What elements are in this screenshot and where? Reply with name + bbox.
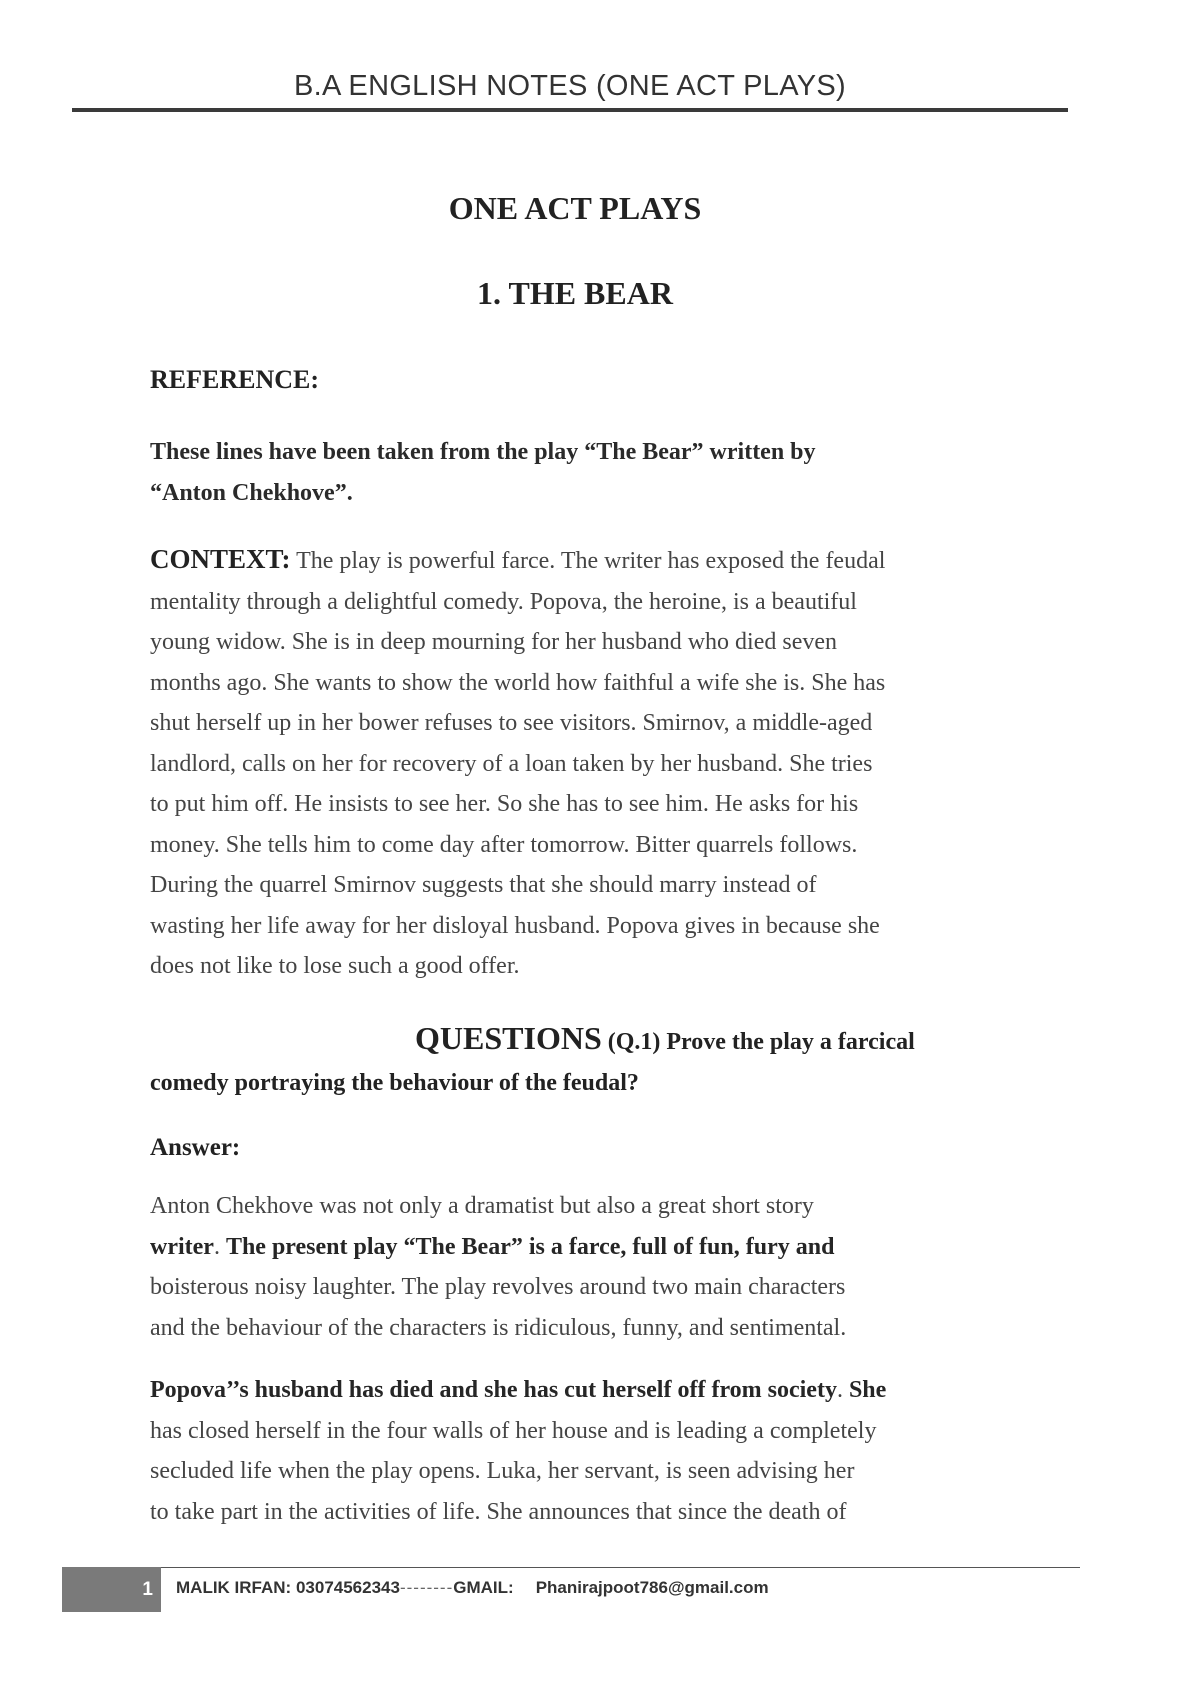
contact-label: MALIK IRFAN: xyxy=(176,1578,292,1597)
context-line: money. She tells him to come day after tomorrow. Bitter quarrels follows. xyxy=(150,831,858,858)
questions-heading: QUESTIONS xyxy=(415,1020,602,1056)
context-line-text: The play is powerful farce. The writer has exposed the feudal xyxy=(290,548,886,574)
answer-paragraph-2 xyxy=(150,1370,1070,1532)
answer-bold-text: writer xyxy=(150,1233,214,1260)
answer-paragraph-1 xyxy=(150,1186,1070,1348)
answer-line xyxy=(150,1227,1070,1268)
question-block xyxy=(150,1018,1070,1103)
page-number: 1 xyxy=(62,1567,161,1612)
context-line: landlord, calls on her for recovery of a loan taken by her husband. She tries xyxy=(150,750,873,777)
answer-line: has closed herself in the four walls of her house and is leading a completely xyxy=(150,1417,877,1444)
context-line xyxy=(150,539,1070,582)
header-rule xyxy=(72,108,1068,112)
reference-line: These lines have been taken from the play “The Bear” written by xyxy=(150,439,816,465)
context-paragraph xyxy=(150,539,1070,987)
running-header: B.A ENGLISH NOTES (ONE ACT PLAYS) xyxy=(294,70,846,102)
answer-label: Answer: xyxy=(150,1134,241,1161)
context-label: CONTEXT: xyxy=(150,544,291,574)
context-line: to put him off. He insists to see her. So she has to see him. He asks for his xyxy=(150,791,859,817)
phone-number: 03074562343 xyxy=(295,1578,400,1597)
question-text: (Q.1) Prove the play a farcical xyxy=(601,1029,915,1055)
answer-line: and the behaviour of the characters is ridiculous, funny, and sentimental. xyxy=(150,1314,847,1341)
reference-text xyxy=(150,432,1070,513)
context-line: does not like to lose such a good offer. xyxy=(150,953,520,979)
context-line: shut herself up in her bower refuses to see visitors. Smirnov, a middle-aged xyxy=(150,710,873,736)
email-label: GMAIL: xyxy=(453,1578,514,1597)
question-line: comedy portraying the behaviour of the feudal? xyxy=(150,1069,639,1096)
answer-line: boisterous noisy laughter. The play revolves around two main characters xyxy=(150,1274,846,1300)
email-address: Phanirajpoot786@gmail.com xyxy=(535,1578,769,1597)
play-title: 1. THE BEAR xyxy=(477,275,673,311)
context-line: months ago. She wants to show the world how faithful a wife she is. She has xyxy=(150,669,886,696)
context-line: wasting her life away for her disloyal husband. Popova gives in because she xyxy=(150,912,880,939)
answer-bold-text: She xyxy=(848,1377,887,1403)
answer-line: secluded life when the play opens. Luka, her servant, is seen advising her xyxy=(150,1458,855,1484)
answer-bold-text: Popova’’s husband has died and she has cut herself off from society xyxy=(150,1377,837,1403)
question-line xyxy=(150,1018,1070,1063)
answer-text: . xyxy=(836,1377,849,1403)
section-title: ONE ACT PLAYS xyxy=(448,190,702,226)
answer-line xyxy=(150,1370,1070,1411)
answer-line: Anton Chekhove was not only a dramatist but also a great short story xyxy=(150,1193,814,1219)
context-line: young widow. She is in deep mourning for her husband who died seven xyxy=(150,629,837,655)
answer-text: . xyxy=(213,1233,226,1260)
context-line: mentality through a delightful comedy. Popova, the heroine, is a beautiful xyxy=(150,588,857,615)
answer-line: to take part in the activities of life. She announces that since the death of xyxy=(150,1498,847,1525)
footer-rule xyxy=(150,1567,1080,1568)
answer-bold-text: The present play “The Bear” is a farce, full of fun, fury and xyxy=(225,1233,835,1260)
reference-line: “Anton Chekhove”. xyxy=(150,479,353,506)
footer-separator: -------- xyxy=(399,1578,454,1597)
reference-heading: REFERENCE: xyxy=(150,365,320,394)
footer-contact xyxy=(176,1578,769,1598)
context-line: During the quarrel Smirnov suggests that she should marry instead of xyxy=(150,872,817,898)
